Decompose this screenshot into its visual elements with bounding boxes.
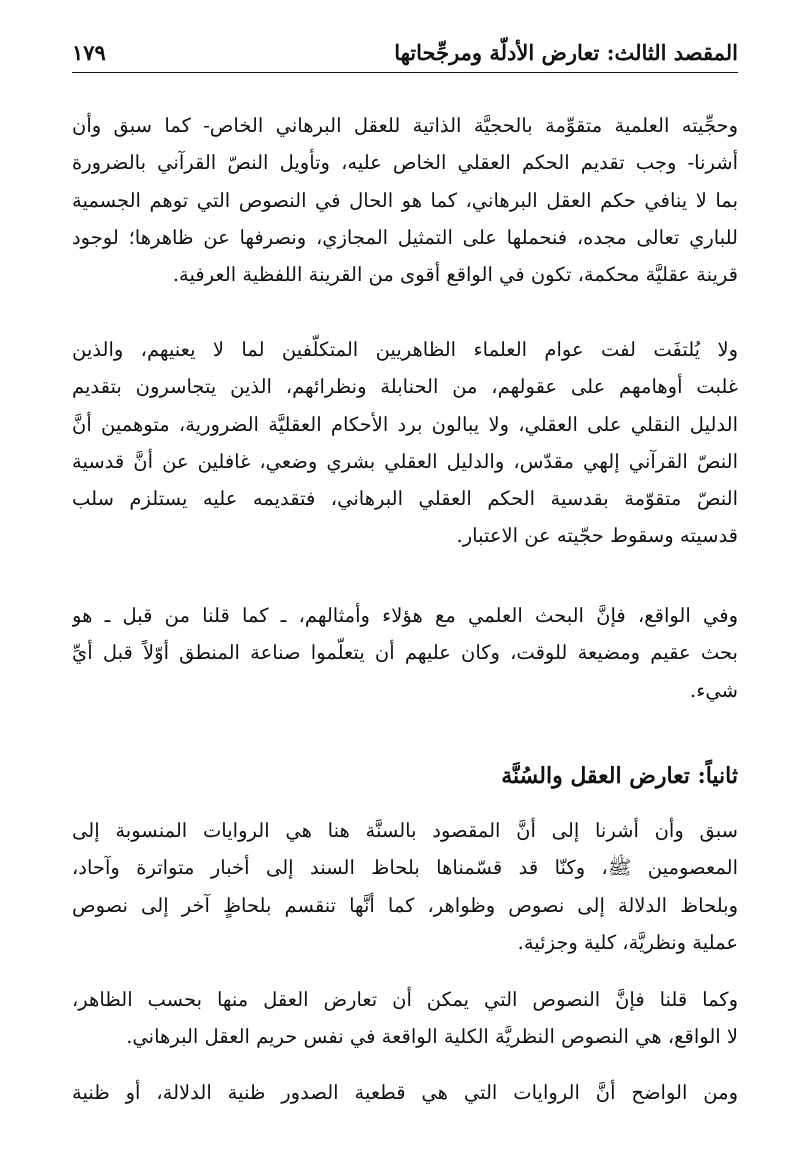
page-number: ١٧٩ [72, 40, 106, 65]
text-line: النصّ القرآني إلهي مقدّس، والدليل العقلي بشري وضعي، غافلين عن أنَّ قدسية [72, 449, 738, 473]
text-line: وفي الواقع، فإنَّ البحث العلمي مع هؤلاء وأمثالهم، ـ كما قلنا من قبل ـ هو [72, 604, 738, 627]
text-line: لا الواقع، هي النصوص النظريَّة الكلية الواقعة في نفس حريم العقل البرهاني. [126, 1025, 738, 1049]
text-line: أشرنا- وجب تقديم الحكم العقلي الخاص عليه، وتأويل النصّ القرآني بالضرورة [72, 151, 738, 175]
text-line: ولا يُلتفَت لفت عوام العلماء الظاهريين المتكلّفين لما لا يعنيهم، والذين [72, 338, 738, 361]
text-line: بحث عقيم ومضيعة للوقت، وكان عليهم أن يتعلّموا صناعة المنطق أوّلاً قبل أيِّ [72, 641, 738, 665]
text-line: سبق وأن أشرنا إلى أنَّ المقصود بالسنَّة هنا هي الروايات المنسوبة إلى [72, 819, 738, 842]
text-line: عملية ونظريَّة، كلية وجزئية. [517, 930, 738, 954]
text-line: وحجِّيته العلمية متقوِّمة بالحجيَّة الذاتية للعقل البرهاني الخاص- كما سبق وأن [72, 114, 738, 137]
text-line: غلبت أوهامهم على عقولهم، من الحنابلة ونظرائهم، الذين يتجاسرون بتقديم [72, 375, 738, 399]
text-line: بما لا ينافي حكم العقل البرهاني، كما هو الحال في النصوص التي توهم الجسمية [72, 188, 738, 212]
text-line: وبلحاظ الدلالة إلى نصوص وظواهر، كما أنَّها تنقسم بلحاظٍ آخر إلى نصوص [72, 893, 738, 917]
text-line: المعصومين ﷺ، وكنّا قد قسّمناها بلحاظ السند إلى أخبار متواترة وآحاد، [72, 856, 738, 880]
paragraph [72, 981, 738, 1056]
chapter-title: المقصد الثالث: تعارض الأدلّة ومرجِّحاتها [394, 40, 738, 65]
paragraph [72, 597, 738, 709]
text-line: للباري تعالى مجده، فنحملها على التمثيل المجازي، ونصرفها عن ظاهرها؛ لوجود [72, 225, 738, 249]
running-header [72, 36, 738, 73]
paragraph [72, 812, 738, 961]
paragraph [72, 331, 738, 555]
text-line: وكما قلنا فإنَّ النصوص التي يمكن أن تعارض العقل منها بحسب الظاهر، [72, 988, 738, 1011]
paragraph [72, 107, 738, 293]
text-line: شيء. [690, 678, 738, 702]
text-line: ومن الواضح أنَّ الروايات التي هي قطعية الصدور ظنية الدلالة، أو ظنية [72, 1081, 738, 1104]
text-line: قدسيته وسقوط حجّيته عن الاعتبار. [456, 524, 738, 548]
text-line: قرينة عقليَّة محكمة، تكون في الواقع أقوى من القرينة اللفظية العرفية. [172, 263, 738, 287]
paragraph [72, 1074, 738, 1111]
section-heading: ثانياً: تعارض العقل والسُنَّة [501, 763, 738, 789]
text-line: الدليل النقلي على العقلي، ولا يبالون برد الأحكام العقليَّة الضرورية، متوهمين أنَّ [72, 412, 738, 436]
text-line: النصّ متقوّمة بقدسية الحكم العقلي البرهاني، فتقديمه عليه يستلزم سلب [72, 487, 738, 511]
